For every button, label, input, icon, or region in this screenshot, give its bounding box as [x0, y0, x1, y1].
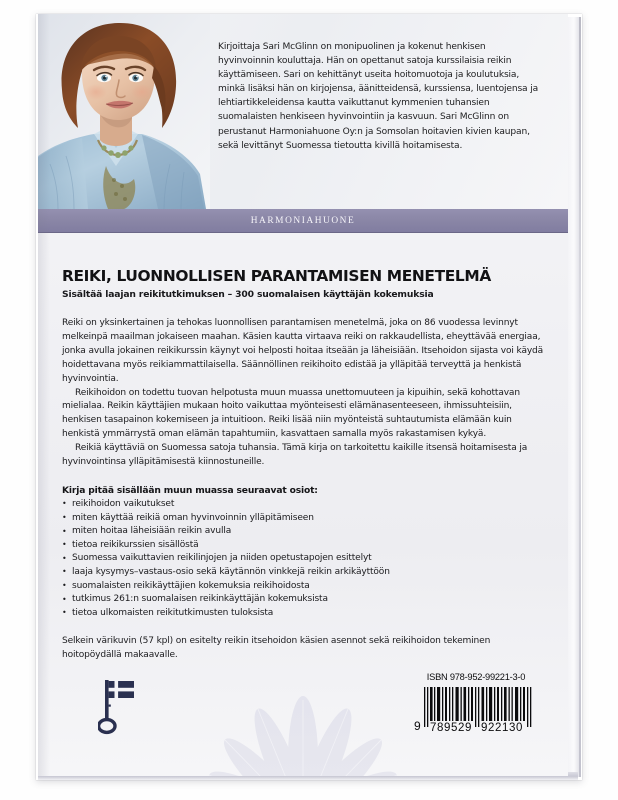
- imprint-banner: [38, 209, 568, 233]
- blurb-paragraph-1: Reiki on yksinkertainen ja tehokas luonnollisen parantamisen menetelmä, joka on 86 vuodessa levinnyt melkeinpä maailman jokaiseen maahan. Käsien kautta virtaava reiki on rakkaudellista, eheyttävää energiaa, jonka avulla jokainen reikikurssin käynyt voi helposti hoitaa itseään ja läheisiään. Itsehoidon sijasta voi käydä hoidettavana myös reikiammattilaisella. Säännöllinen reikihoito edistää ja ylläpitää terveyttä ja henkistä hyvinvointia.: [62, 318, 544, 384]
- avainlippu-key-flag-logo: [98, 678, 140, 736]
- blurb-paragraph-3: Reikiä käyttäviä on Suomessa satoja tuhansia. Tämä kirja on tarkoitettu kaikille itsensä hoitamisesta ja hyvinvointinsa ylläpitämisestä kiinnostuneille.: [62, 443, 528, 468]
- list-item: • laaja kysymys–vastaus-osio sekä käytännön vinkkejä reikin arkikäyttöön: [62, 566, 544, 580]
- svg-text:922130: 922130: [481, 722, 523, 733]
- list-item: • tietoa ulkomaisten reikitutkimusten tuloksista: [62, 607, 544, 621]
- isbn-barcode-block: [412, 672, 540, 733]
- list-item: • suomalaisten reikikäyttäjien kokemuksia reikihoidosta: [62, 580, 544, 594]
- blurb-paragraph-2: Reikihoidon on todettu tuovan helpotusta muun muassa unettomuuteen ja kipuihin, sekä kohottavan mielialaa. Reikin käyttäjien mukaan hoito vaikuttaa myönteisesti elämänasenteeseen, ihmissuhteisiin, henkisen tasapainon kokemiseen ja intuitioon. Reiki lisää niin myönteistä suhtautumista elämään kuin henkistä ymmärrystä oman elämän tapahtumiin, kasvattaen samalla myös rakastamisen kykyä.: [62, 387, 520, 440]
- author-bio-text: Kirjoittaja Sari McGlinn on monipuolinen ja kokenut henkisen hyvinvoinnin kouluttaja. Hän on opettanut satoja kurssilaisia reikin käyttämiseen. Sari on kehittänyt useita hoitomuotoja ja koulutuksia, minkä lisäksi hän on kirjojensa, äänitteidensä, kurssiensa, luentojensa ja lehtiartikkeleidensa kautta vaikuttanut kymmenien tuhansien suomalaisten henkiseen hyvinvointiin ja kasvuun. Sari McGlinn on perustanut Harmoniahuone Oy:n ja Somsolan hoitavien kivien kaupan, sekä levittänyt Suomessa tietoutta kivillä hoitamisesta.: [218, 42, 539, 151]
- back-cover: [38, 14, 568, 776]
- closing-paragraph: Selkein värikuvin (57 kpl) on esitelty reikin itsehoidon käsien asennot sekä reikihoidon tekeminen hoitopöydällä makaavalle.: [62, 636, 491, 661]
- list-item: • tutkimus 261:n suomalaisen reikinkäyttäjän kokemuksista: [62, 593, 544, 607]
- title-block: [62, 233, 544, 300]
- author-band: [38, 14, 568, 209]
- contents-heading: Kirja pitää sisällään muun muassa seuraavat osiot:: [62, 485, 318, 496]
- cover-footer: [38, 664, 568, 776]
- list-item: • tietoa reikikurssien sisällöstä: [62, 539, 544, 553]
- list-item: • miten hoitaa läheisiään reikin avulla: [62, 525, 544, 539]
- list-item: • miten käyttää reikiä oman hyvinvoinnin ylläpitämiseen: [62, 512, 544, 526]
- list-item: • Suomessa vaikuttavien reikilinjojen ja niiden opetustapojen esittelyt: [62, 552, 544, 566]
- author-portrait-photo: [38, 14, 210, 209]
- blurb-paragraphs: [62, 317, 544, 470]
- svg-text:9: 9: [414, 719, 421, 733]
- ean13-barcode: [412, 685, 540, 733]
- isbn-text: ISBN 978-952-99221-3-0: [426, 672, 526, 682]
- lotus-flower-watermark: [178, 670, 428, 776]
- book-subtitle: Sisältää laajan reikitutkimuksen – 300 suomalaisen käyttäjän kokemuksia: [62, 289, 434, 300]
- book-title: REIKI, LUONNOLLISEN PARANTAMISEN MENETELMÄ: [62, 267, 491, 285]
- svg-text:789529: 789529: [430, 722, 472, 733]
- imprint-label: HARMONIAHUONE: [250, 216, 356, 226]
- list-item: • reikihoidon vaikutukset: [62, 498, 544, 512]
- contents-list: [62, 498, 544, 620]
